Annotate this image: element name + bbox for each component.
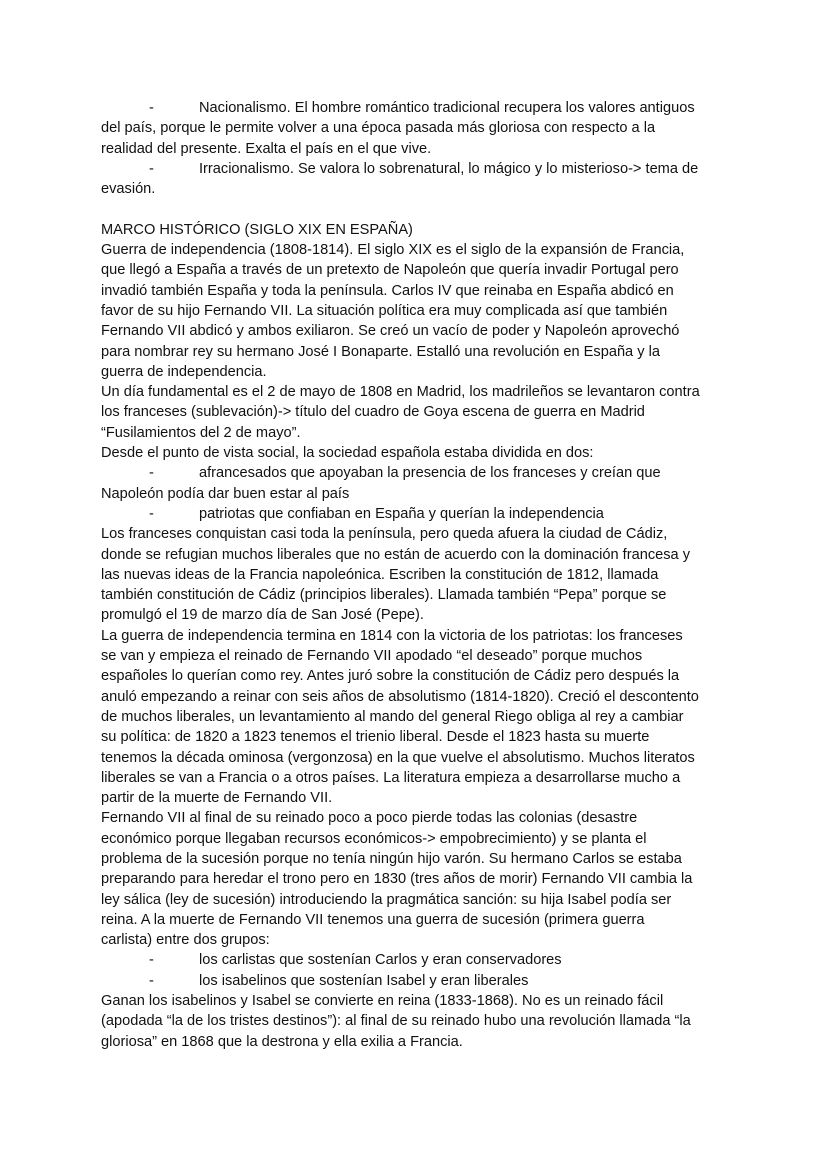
text-line: de muchos liberales, un levantamiento al mando del general Riego obliga al rey a cambiar <box>101 708 684 725</box>
text-line: Fernando VII al final de su reinado poco a poco pierde todas las colonias (desastre <box>101 810 638 827</box>
text-line: económico porque llegaban recursos económicos-> empobrecimiento) y se planta el <box>101 830 647 847</box>
bullet-marker: - <box>149 952 154 969</box>
text-line: Ganan los isabelinos y Isabel se convierte en reina (1833-1868). No es un reinado fácil <box>101 993 664 1010</box>
bullet-isabelinos <box>101 971 733 991</box>
text-line: que llegó a España a través de un pretexto de Napoleón que quería invadir Portugal pero <box>101 262 679 279</box>
text-line: tenemos la década ominosa (vergonzosa) en la que vuelve el absolutismo. Muchos literatos <box>101 749 695 766</box>
text-line: del país, porque le permite volver a una época pasada más gloriosa con respecto a la <box>101 120 656 137</box>
text-line: “Fusilamientos del 2 de mayo”. <box>101 424 301 441</box>
text-line: gloriosa” en 1868 que la destrona y ella exilia a Francia. <box>101 1033 463 1050</box>
text-line: evasión. <box>101 181 156 198</box>
paragraph-sucesion <box>101 808 733 950</box>
text-line: Desde el punto de vista social, la sociedad española estaba dividida en dos: <box>101 445 594 462</box>
text-line: las nuevas ideas de la Francia napoleónica. Escriben la constitución de 1812, llamada <box>101 566 659 583</box>
blank-line <box>101 199 733 219</box>
text-line: afrancesados que apoyaban la presencia de los franceses y creían que <box>199 465 661 482</box>
bullet-nacionalismo <box>101 98 733 159</box>
paragraph-isabel-ii <box>101 991 733 1052</box>
text-line: preparando para heredar el trono pero en 1830 (tres años de morir) Fernando VII cambia la <box>101 871 693 888</box>
bullet-afrancesados <box>101 463 733 504</box>
text-line: españoles lo querían como rey. Antes juró sobre la constitución de Cádiz pero después la <box>101 668 680 685</box>
text-line: donde se refugian muchos liberales que no están de acuerdo con la dominación francesa y <box>101 546 690 563</box>
text-line: anuló empezando a reinar con seis años de absolutismo (1814-1820). Creció el descontento <box>101 688 699 705</box>
bullet-irracionalismo <box>101 159 733 200</box>
text-line: reina. A la muerte de Fernando VII tenemos una guerra de sucesión (primera guerra <box>101 911 645 928</box>
text-line: patriotas que confiaban en España y querían la independencia <box>199 505 604 522</box>
text-line: partir de la muerte de Fernando VII. <box>101 790 333 807</box>
paragraph-cadiz <box>101 524 733 625</box>
bullet-carlistas <box>101 950 733 970</box>
paragraph-fernando-vii <box>101 626 733 809</box>
text-line: para nombrar rey su hermano José I Bonaparte. Estalló una revolución en España y la <box>101 343 660 360</box>
text-line: Un día fundamental es el 2 de mayo de 1808 en Madrid, los madrileños se levantaron contra <box>101 384 700 401</box>
bullet-marker: - <box>149 972 154 989</box>
paragraph-sociedad <box>101 443 733 463</box>
text-line: liberales se van a Francia o a otros países. La literatura empieza a desarrollarse mucho a <box>101 769 681 786</box>
text-line: problema de la sucesión porque no tenía ningún hijo varón. Su hermano Carlos se estaba <box>101 850 682 867</box>
text-line: su política: de 1820 a 1823 tenemos el trienio liberal. Desde el 1823 hasta su muerte <box>101 729 650 746</box>
text-line: favor de su hijo Fernando VII. La situación política era muy complicada así que también <box>101 302 668 319</box>
text-line: Fernando VII abdicó y ambos exiliaron. Se creó un vacío de poder y Napoleón aprovechó <box>101 323 680 340</box>
text-line: los franceses (sublevación)-> título del cuadro de Goya escena de guerra en Madrid <box>101 404 645 421</box>
bullet-marker: - <box>149 465 154 482</box>
text-line: carlista) entre dos grupos: <box>101 932 270 949</box>
bullet-marker: - <box>149 505 154 522</box>
text-line: Los franceses conquistan casi toda la península, pero queda afuera la ciudad de Cádiz, <box>101 526 668 543</box>
text-line: Guerra de independencia (1808-1814). El siglo XIX es el siglo de la expansión de Francia, <box>101 242 685 259</box>
paragraph-guerra-independencia <box>101 240 733 382</box>
text-line: los isabelinos que sostenían Isabel y eran liberales <box>199 972 529 989</box>
text-line: Irracionalismo. Se valora lo sobrenatural, lo mágico y lo misterioso-> tema de <box>199 160 699 177</box>
text-line: realidad del presente. Exalta el país en el que vive. <box>101 140 432 157</box>
text-line: ley sálica (ley de sucesión) introduciendo la pragmática sanción: su hija Isabel podía ser <box>101 891 672 908</box>
paragraph-2-de-mayo <box>101 382 733 443</box>
text-line: promulgó el 19 de marzo día de San José (Pepe). <box>101 607 424 624</box>
text-line: los carlistas que sostenían Carlos y eran conservadores <box>199 952 562 969</box>
text-line: guerra de independencia. <box>101 363 267 380</box>
document-page <box>101 98 733 1052</box>
text-line: se van y empieza el reinado de Fernando VII apodado “el deseado” porque muchos <box>101 648 643 665</box>
bullet-marker: - <box>149 160 154 177</box>
text-line: también constitución de Cádiz (principios liberales). Llamada también “Pepa” porque se <box>101 587 667 604</box>
bullet-patriotas <box>101 504 733 524</box>
text-line: La guerra de independencia termina en 1814 con la victoria de los patriotas: los franceses <box>101 627 683 644</box>
bullet-marker: - <box>149 100 154 116</box>
section-heading: MARCO HISTÓRICO (SIGLO XIX EN ESPAÑA) <box>101 221 413 238</box>
text-line: invadió también España y toda la península. Carlos IV que reinaba en España abdicó en <box>101 282 674 299</box>
text-line: Nacionalismo. El hombre romántico tradicional recupera los valores antiguos <box>199 100 695 116</box>
text-line: (apodada “la de los tristes destinos”): al final de su reinado hubo una revolución llamada “la <box>101 1013 691 1030</box>
text-line: Napoleón podía dar buen estar al país <box>101 485 350 502</box>
